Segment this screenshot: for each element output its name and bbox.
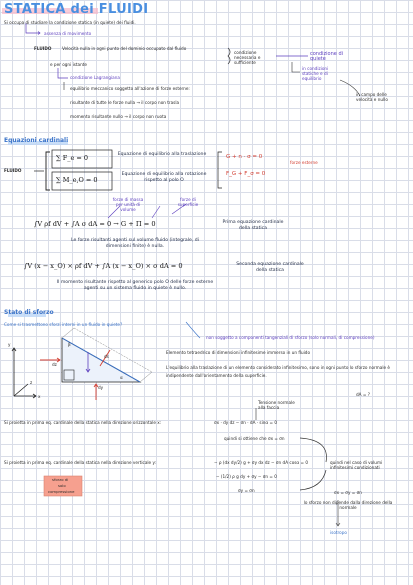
intro-right-note-2: in campo delle velocità e nullo (356, 92, 388, 102)
vector-note: forze esterne (290, 160, 318, 165)
integral-1-caption: Prima equazione cardinale della statica (222, 220, 284, 231)
projection-y-eq-1: − ρ (dx dy/2) g + σy dx dz − σn dA cosα = 0 (214, 460, 309, 465)
vector-equation-2: F_G + F_σ = 0 (226, 171, 266, 177)
intro-quiet-condition: condizione di quiete (310, 51, 344, 62)
intro-arrow-3: condizione Lagrangiana (70, 75, 120, 80)
stress-question: Come si trasmettono sforzi interni in un fluido in quiete? (4, 322, 123, 327)
projection-x-text: Si proietta in prima eq. cardinale della statica nella direzione orizzontale x: (4, 420, 162, 425)
integral-note-mass: forze di massa per unità di volume (112, 197, 144, 212)
equation-rotation-caption: Equazione di equilibrio alla rotazione rispetto al polo O (121, 172, 207, 183)
projection-y-eq-3: σy = σn (238, 488, 255, 493)
intro-arrow-1: assenza di movimento (44, 31, 92, 36)
axis-x-label: x (38, 394, 41, 399)
projection-x-result: quindi si ottiene che σx = σn (224, 436, 285, 441)
intro-bullet-1: risultante di tutte le forze nulla → il corpo non trasla (70, 100, 180, 105)
conclusion-isotropic: isotropo (330, 530, 347, 535)
integral-1-description: Le forze risultanti agenti sul volume fluido (integrale, di dimensioni finite) è nulla. (71, 238, 199, 249)
axis-z-label: z (30, 380, 33, 385)
label-ds: ds (104, 354, 109, 359)
conclusion-equality: σx = σy = σn (334, 490, 362, 495)
axis-y-label: y (8, 342, 11, 347)
stress-side-text-2: L'equilibrio alla traslazione di un elemento considerato infinitesimo, sono in ogni punto lo sforzo normale è indipendente dall'orientamento della superficie. (166, 365, 390, 378)
projection-x-note: Tensione normale alla faccia (258, 400, 295, 410)
conclusion-text-2: lo sforzo non dipende dalla direzione della normale (303, 500, 393, 510)
label-alpha: α (120, 375, 123, 380)
equation-moment-sum: ∑ M_e,O = 0 (56, 176, 98, 184)
integral-equation-1: ∫V ρf dV + ∫A σ dA = 0 → G + Π = 0 (34, 220, 156, 228)
conclusion-text-1: quindi nel caso di volumi infinitesimi condizionati (330, 460, 383, 470)
intro-line-2: Velocità nulla in ogni punto del dominio occupato dal fluido (62, 46, 187, 51)
integral-2-description: Il momento risultante rispetto al generico polo O delle forze esterne agenti su un sistema fluido in quiete è nullo. (56, 280, 214, 291)
intro-line-4: equilibrio meccanico soggetto all'azione di forze esterne: (70, 86, 190, 91)
integral-note-surface: forze di superficie (177, 197, 199, 207)
vector-equation-1: G + n · σ = 0 (226, 154, 263, 160)
equation-force-sum: ∑ F_e = 0 (56, 154, 89, 162)
integral-equation-2: ∫V (x − x_O) × ρf dV + ∫A (x − x_O) × σ dA = 0 (24, 262, 183, 270)
intro-condition-note: condizione necessaria e sufficiente (234, 50, 261, 65)
stress-question-note: non soggetto a componenti tangenziali di sforzo (solo normali, di compressione) (206, 335, 375, 340)
label-beta: β (68, 342, 71, 347)
sticker-bottom: compressione (48, 489, 75, 494)
section-heading-cardinal: Equazioni cardinali (4, 137, 69, 144)
projection-y-eq-2: − (1/2) ρ g dy + σy − σn = 0 (216, 474, 277, 479)
sticker-mid: solo (58, 483, 66, 488)
stress-side-text-1: Elemento tetraedrico di dimensioni infinitesime immerso in un fluido (166, 350, 311, 355)
intro-line-3: e per ogni istante (50, 62, 87, 67)
stress-eq-ref: dA = ? (356, 392, 370, 397)
label-dz: dz (52, 362, 57, 367)
integral-2-caption: Seconda equazione cardinale della statica (236, 262, 304, 273)
intro-bullet-2: momento risultante nullo → il corpo non ruota (70, 114, 167, 119)
cardinal-fluid-label: FLUIDO (4, 168, 22, 173)
sticker-top: sforzo di (52, 477, 69, 482)
intro-fluid-label: FLUIDO (34, 46, 52, 51)
page-title: STATICA dei FLUIDI (4, 2, 149, 17)
projection-x-equation: σx · dy dz − σn · dA · sinα = 0 (214, 420, 278, 425)
intro-line-1: Si occupa di studiare la condizione statica (in quiete) dei fluidi. (4, 20, 136, 25)
section-heading-stress: Stato di sforzo (4, 309, 54, 316)
projection-y-text: Si proietta in prima eq. cardinale della statica nella direzione verticale y: (4, 460, 157, 465)
intro-right-note-1: in condizioni statiche e di equilibrio (302, 66, 329, 81)
equation-translation-caption: Equazione di equilibrio alla traslazione (117, 152, 207, 157)
label-dy: dy (98, 385, 104, 390)
